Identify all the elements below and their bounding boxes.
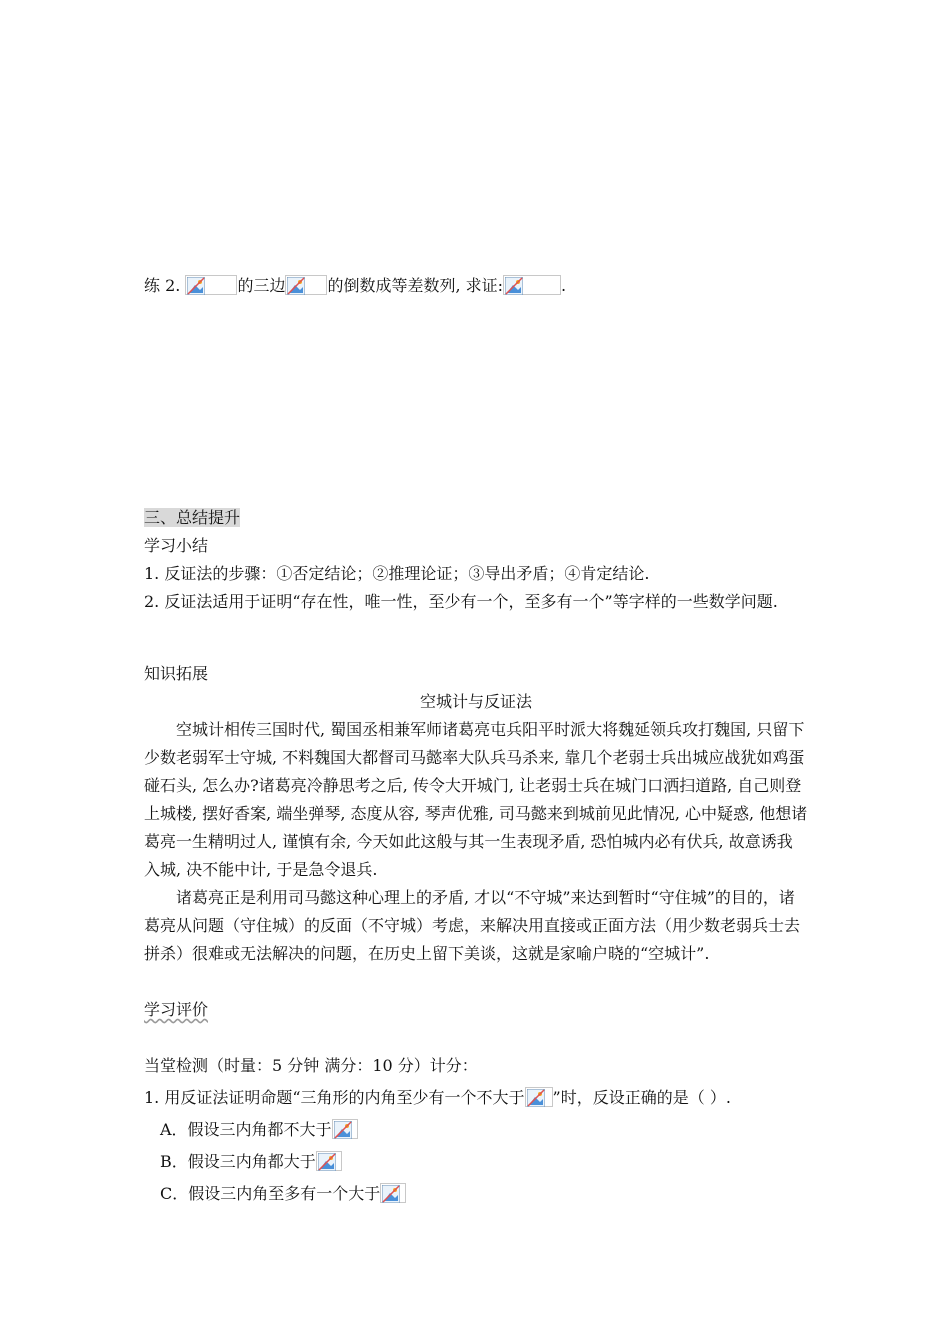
exercise-2-text-2: 的倒数成等差数列, 求证:	[327, 276, 504, 295]
extension-paragraph-2: 诸葛亮正是利用司马懿这种心理上的矛盾, 才以“不守城”来达到暂时“守住城”的目的，诸葛亮从问题（守住城）的反面（不守城）考虑，来解决用直接或正面方法（用少数老弱兵士去拼杀）很难或无法解决的问题，在历史上留下美谈，这就是家喻户晓的“空城计”.	[144, 888, 801, 963]
exercise-2-label: 练 2.	[144, 276, 181, 295]
option-b-text: B．假设三内角都大于	[160, 1152, 316, 1171]
broken-image-icon	[503, 275, 561, 295]
exercise-2-text-1: 的三边	[237, 276, 286, 295]
summary-item-2: 2. 反证法适用于证明“存在性，唯一性，至少有一个，至多有一个”等字样的一些数学问题.	[144, 592, 778, 611]
test-header: 当堂检测（时量：5 分钟 满分：10 分）计分：	[144, 1056, 478, 1075]
question-1-text-a: 1. 用反证法证明命题“三角形的内角至少有一个不大于	[144, 1088, 525, 1107]
extension-paragraph-1: 空城计相传三国时代, 蜀国丞相兼军师诸葛亮屯兵阳平时派大将魏延领兵攻打魏国, 只留下少数老弱军士守城, 不料魏国大都督司马懿率大队兵马杀来, 靠几个老弱士兵出城应战犹如鸡蛋碰石头, 怎么办?诸葛亮冷静思考之后, 传令大开城门, 让老弱士兵在城门口洒扫道路, 自己则登上城楼, 摆好香案, 端坐弹琴, 态度从容, 琴声优雅, 司马懿来到城前见此情况, 心中疑惑, 他想诸葛亮一生精明过人, 谨慎有余, 今天如此这般与其一生表现矛盾, 恐怕城内必有伏兵, 故意诱我入城, 决不能中计, 于是急令退兵.	[144, 720, 808, 879]
broken-image-icon	[525, 1087, 553, 1107]
broken-image-icon	[185, 275, 237, 295]
option-a-text: A．假设三内角都不大于	[160, 1120, 332, 1139]
question-1	[144, 1084, 824, 1112]
summary-item-1: 1. 反证法的步骤：①否定结论；②推理论证；③导出矛盾；④肯定结论.	[144, 564, 650, 583]
summary-heading	[144, 504, 808, 532]
extension-heading: 知识拓展	[144, 664, 209, 683]
option-b	[160, 1148, 342, 1176]
broken-image-icon	[316, 1151, 342, 1171]
summary-subheading: 学习小结	[144, 536, 209, 555]
extension-title: 空城计与反证法	[419, 692, 532, 711]
option-a	[160, 1116, 358, 1144]
question-1-text-b: ”时，反设正确的是（ ）.	[552, 1088, 731, 1107]
option-c-text: C．假设三内角至多有一个大于	[160, 1184, 381, 1203]
summary-heading-text: 三、总结提升	[144, 508, 241, 527]
exercise-2-text-3: .	[561, 276, 567, 295]
broken-image-icon	[332, 1119, 358, 1139]
exercise-2-line	[144, 272, 808, 300]
broken-image-icon	[380, 1183, 406, 1203]
option-c	[160, 1180, 406, 1208]
evaluation-heading	[144, 996, 808, 1024]
broken-image-icon	[285, 275, 327, 295]
evaluation-heading-text: 学习评价	[144, 1000, 209, 1019]
